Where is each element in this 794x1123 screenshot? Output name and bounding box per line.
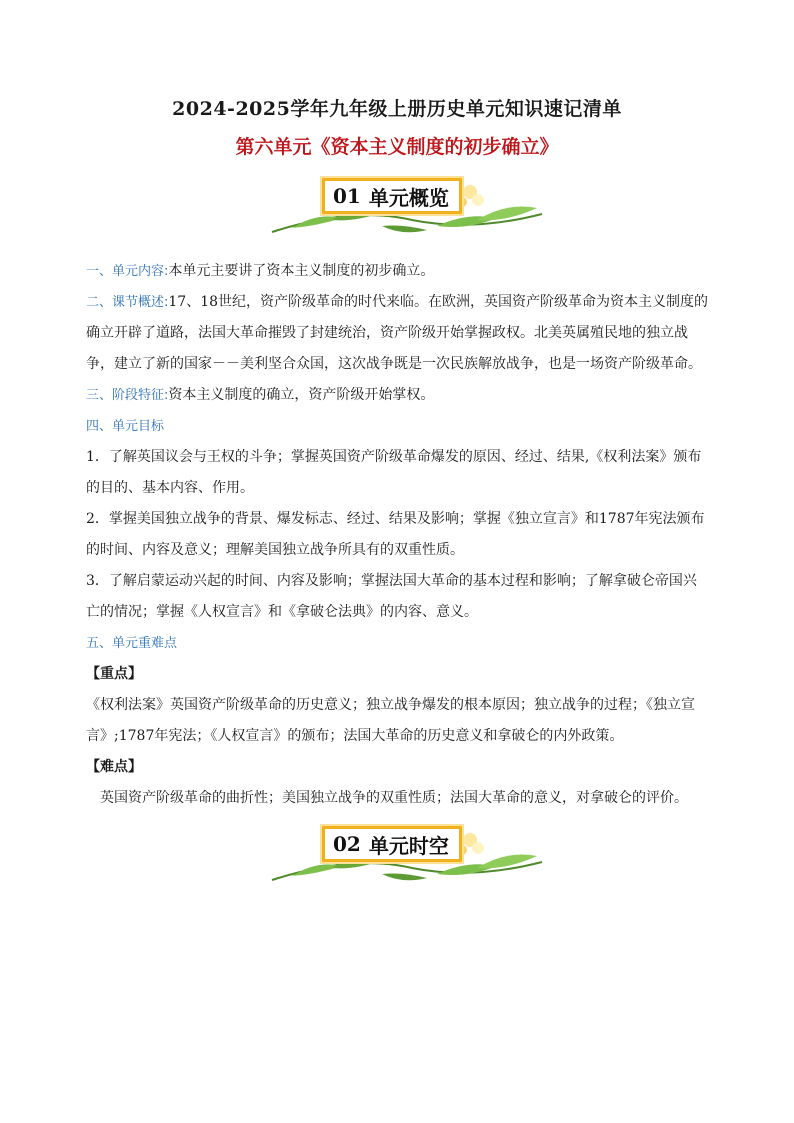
feature-text: 资本主义制度的确立，资产阶级开始掌权。 — [168, 387, 435, 403]
document-title: 2024-2025学年九年级上册历史单元知识速记清单 — [172, 98, 622, 120]
banner-label-box — [322, 826, 462, 862]
section-banner-timeline — [262, 818, 552, 888]
content-text: 本单元主要讲了资本主义制度的初步确立。 — [168, 263, 435, 279]
section-banner-overview — [262, 170, 552, 240]
overview-content — [86, 256, 710, 814]
summary-text: 17、18世纪，资产阶级革命的时代来临。在欧洲，英国资产阶级革命为资本主义制度的确立开辟了道路，法国大革命摧毁了封建统治，资产阶级开始掌握政权。北美英属殖民地的独立战争，建立了新的国家－－美利坚合众国，这次战争既是一次民族解放战争，也是一场资产阶级革命。 — [86, 294, 709, 372]
difficult-text: 英国资产阶级革命的曲折性；美国独立战争的双重性质；法国大革命的意义，对拿破仑的评价。 — [100, 790, 688, 806]
goals-heading: 四、单元目标 — [86, 419, 165, 434]
goal-item: 2．掌握美国独立战争的背景、爆发标志、经过、结果及影响；掌握《独立宣言》和1787年宪法颁布的时间、内容及意义；理解美国独立战争所具有的双重性质。 — [86, 511, 705, 558]
summary-paragraph — [86, 287, 710, 380]
banner-title: 单元时空 — [368, 833, 449, 858]
feature-label: 三、阶段特征: — [86, 388, 169, 403]
difficult-label: 【难点】 — [86, 759, 142, 775]
goal-item: 1．了解英国议会与王权的斗争；掌握英国资产阶级革命爆发的原因、经过、结果,《权利法案》颁布的目的、基本内容、作用。 — [86, 449, 702, 496]
banner-title: 单元概览 — [368, 185, 449, 210]
banner-number: 01 — [333, 184, 361, 208]
document-subtitle: 第六单元《资本主义制度的初步确立》 — [235, 136, 559, 158]
goal-item: 3．了解启蒙运动兴起的时间、内容及影响；掌握法国大革命的基本过程和影响；了解拿破仑帝国兴亡的情况；掌握《人权宣言》和《拿破仑法典》的内容、意义。 — [86, 573, 697, 620]
key-label: 【重点】 — [86, 666, 142, 682]
feature-paragraph — [86, 380, 710, 411]
key-points-heading: 五、单元重难点 — [86, 636, 178, 651]
banner-number: 02 — [333, 832, 361, 856]
content-paragraph — [86, 256, 710, 287]
content-label: 一、单元内容: — [86, 264, 169, 279]
summary-label: 二、课节概述: — [86, 295, 169, 310]
banner-label-box — [322, 178, 462, 214]
key-text: 《权利法案》英国资产阶级革命的历史意义；独立战争爆发的根本原因；独立战争的过程；《独立宣言》;1787年宪法；《人权宣言》的颁布；法国大革命的历史意义和拿破仑的内外政策。 — [86, 697, 695, 744]
